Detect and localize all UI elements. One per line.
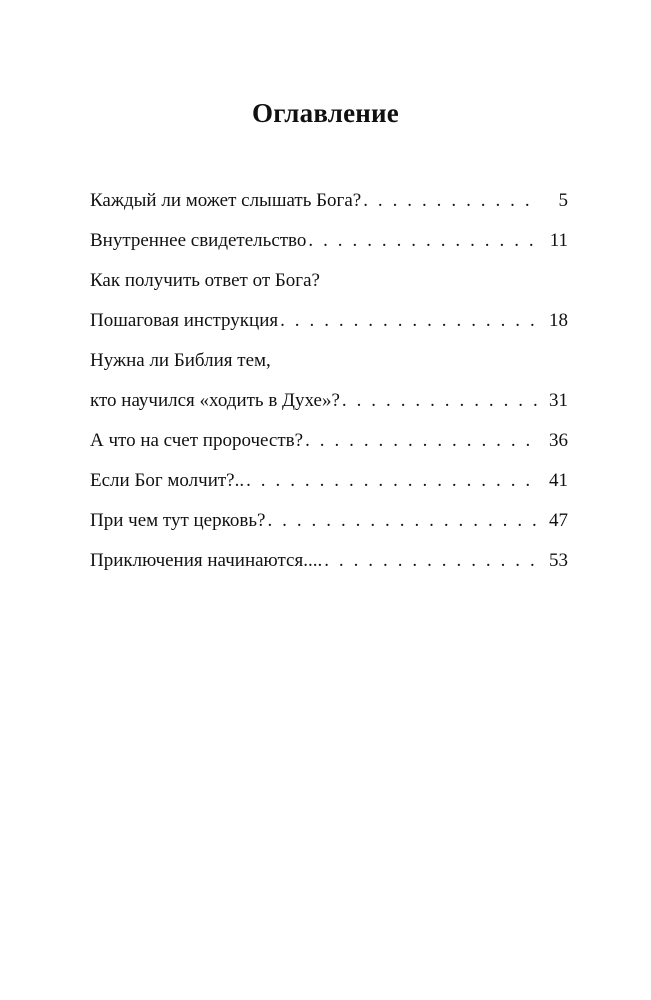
dot-leader	[324, 541, 540, 581]
toc-entry-page: 18	[549, 310, 568, 331]
toc-entry-title: Нужна ли Библия тем,	[90, 350, 271, 371]
toc-entry-page: 41	[549, 470, 568, 491]
toc-entry-title: Как получить ответ от Бога?	[90, 270, 320, 291]
toc-entry-title: А что на счет пророчеств?	[90, 430, 304, 451]
toc-entry	[90, 181, 568, 221]
dot-leader	[280, 301, 540, 341]
dot-leader	[305, 421, 540, 461]
toc-entry	[90, 421, 568, 461]
toc-entry-page: 31	[549, 390, 568, 411]
dot-leader	[363, 181, 540, 221]
toc-entry-title: Если Бог молчит?..	[90, 470, 245, 491]
toc-entry	[90, 501, 568, 541]
dot-leader	[308, 221, 540, 261]
toc-entry-title: кто научился «ходить в Духе»?	[90, 390, 340, 411]
dot-leader	[267, 501, 540, 541]
dot-leader	[342, 381, 540, 421]
toc-entry-title: Пошаговая инструкция	[90, 310, 279, 331]
toc-entry-title: Каждый ли может слышать Бога?	[90, 190, 362, 211]
toc-entry-page: 11	[549, 230, 568, 251]
toc-entry	[90, 461, 568, 501]
toc-entry	[90, 261, 568, 301]
toc-entry	[90, 341, 568, 381]
dot-leader	[246, 461, 540, 501]
toc-entry	[90, 541, 568, 581]
toc-entry-title: Внутреннее свидетельство	[90, 230, 307, 251]
toc-entry-page: 47	[549, 510, 568, 531]
table-of-contents	[90, 181, 568, 581]
toc-entry-title: Приключения начинаются....	[90, 550, 323, 571]
toc-entry-title: При чем тут церковь?	[90, 510, 266, 531]
page-title: Оглавление	[252, 98, 399, 128]
toc-entry	[90, 221, 568, 261]
toc-entry	[90, 301, 568, 341]
toc-entry-page: 53	[549, 550, 568, 571]
toc-entry	[90, 381, 568, 421]
toc-entry-page: 5	[558, 190, 568, 211]
toc-entry-page: 36	[549, 430, 568, 451]
